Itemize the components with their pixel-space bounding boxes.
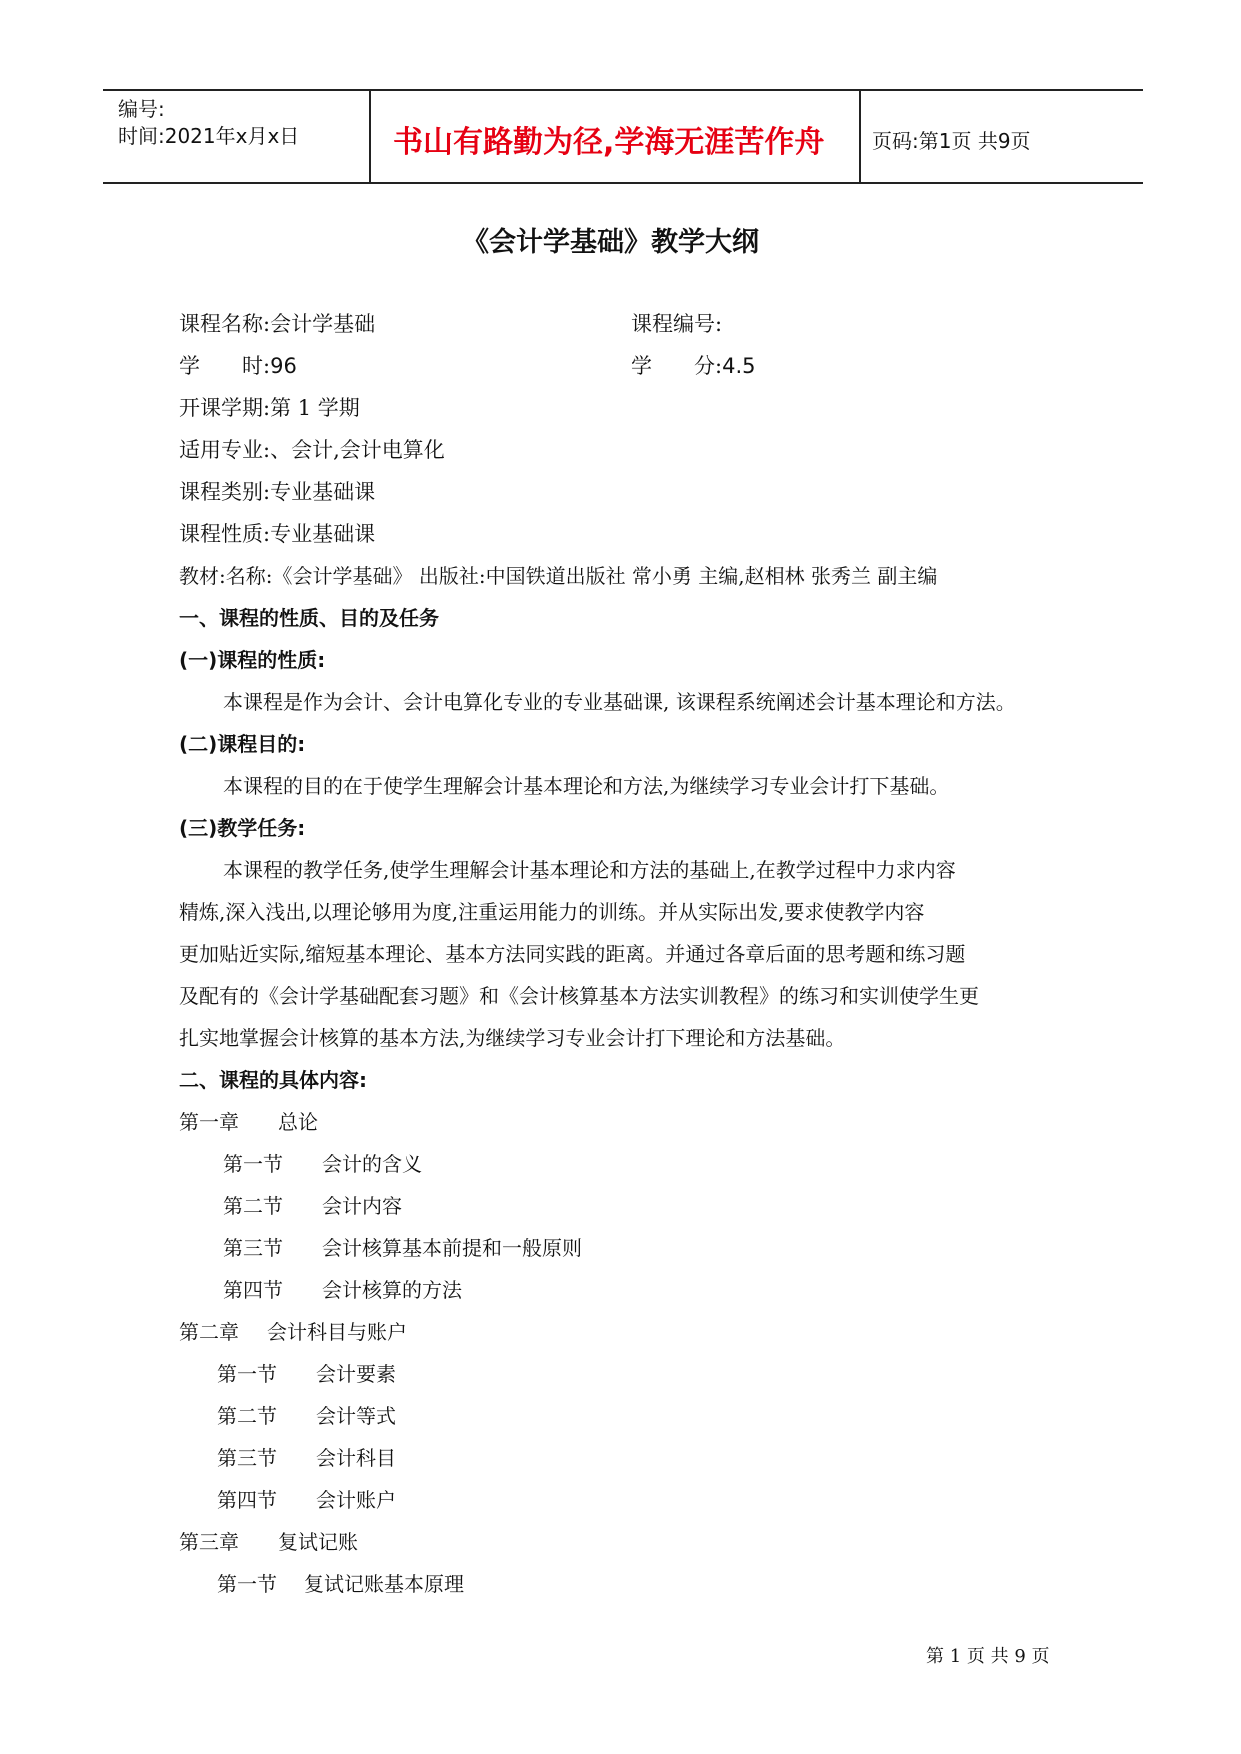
section-title: 会计要素 [316, 1362, 396, 1386]
serial-label: 编号: [118, 97, 165, 121]
sub2-heading: (二)课程目的: [179, 732, 306, 756]
sub3-line: 更加贴近实际,缩短基本理论、基本方法同实践的距离。并通过各章后面的思考题和练习题 [179, 942, 966, 966]
chapter-title: 复试记账 [278, 1530, 358, 1554]
section-number: 第四节 [217, 1488, 277, 1512]
credits-value: 4.5 [722, 354, 756, 378]
section-title: 会计核算的方法 [322, 1278, 462, 1302]
section-number: 第一节 [217, 1572, 277, 1596]
sub3-line: 本课程的教学任务,使学生理解会计基本理论和方法的基础上,在教学过程中力求内容 [223, 858, 956, 882]
category: 课程类别:专业基础课 [179, 480, 376, 504]
hours-value: 96 [270, 354, 297, 378]
chapter-number: 第二章 [179, 1320, 239, 1344]
chapter-title: 总论 [278, 1110, 318, 1134]
header-divider-right [859, 89, 861, 184]
sub1-text: 本课程是作为会计、会计电算化专业的专业基础课, 该课程系统阐述会计基本理论和方法。 [223, 690, 1016, 714]
section-number: 第一节 [223, 1152, 283, 1176]
time-label: 时间:2021年x月x日 [118, 124, 300, 148]
section-number: 第三节 [217, 1446, 277, 1470]
sub3-line: 扎实地掌握会计核算的基本方法,为继续学习专业会计打下理论和方法基础。 [179, 1026, 846, 1050]
hours [179, 350, 297, 380]
sub3-line: 及配有的《会计学基础配套习题》和《会计核算基本方法实训教程》的练习和实训使学生更 [179, 984, 979, 1008]
chapter-number: 第三章 [179, 1530, 239, 1554]
section2-heading: 二、课程的具体内容: [179, 1068, 367, 1092]
textbook: 教材:名称:《会计学基础》 出版社:中国铁道出版社 常小勇 主编,赵相林 张秀兰 副主编 [179, 564, 938, 588]
section-number: 第四节 [223, 1278, 283, 1302]
course-name: 课程名称:会计学基础 [179, 312, 376, 336]
header-divider-left [369, 89, 371, 184]
credits [631, 350, 755, 380]
section-title: 复试记账基本原理 [304, 1572, 464, 1596]
chapter-number: 第一章 [179, 1110, 239, 1134]
header-top-rule [103, 89, 1143, 91]
footer-page-number: 第 1 页 共 9 页 [926, 1646, 1050, 1667]
sub3-heading: (三)教学任务: [179, 816, 306, 840]
sub1-heading: (一)课程的性质: [179, 648, 326, 672]
section-number: 第一节 [217, 1362, 277, 1386]
section-title: 会计的含义 [322, 1152, 422, 1176]
header-bottom-rule [103, 182, 1143, 184]
doc-title: 《会计学基础》教学大纲 [462, 227, 759, 258]
motto: 书山有路勤为径,学海无涯苦作舟 [393, 125, 825, 160]
page-code: 页码:第1页 共9页 [872, 129, 1031, 153]
section-title: 会计内容 [322, 1194, 402, 1218]
hours-label: 学 时: [179, 354, 271, 378]
nature: 课程性质:专业基础课 [179, 522, 376, 546]
section-title: 会计等式 [316, 1404, 396, 1428]
section-title: 会计账户 [316, 1488, 396, 1512]
section-number: 第三节 [223, 1236, 283, 1260]
section-title: 会计核算基本前提和一般原则 [322, 1236, 582, 1260]
section-title: 会计科目 [316, 1446, 396, 1470]
sub2-text: 本课程的目的在于使学生理解会计基本理论和方法,为继续学习专业会计打下基础。 [223, 774, 950, 798]
majors: 适用专业:、会计,会计电算化 [179, 438, 445, 462]
sub3-line: 精炼,深入浅出,以理论够用为度,注重运用能力的训练。并从实际出发,要求使教学内容 [179, 900, 925, 924]
section-number: 第二节 [223, 1194, 283, 1218]
course-code: 课程编号: [631, 312, 723, 336]
credits-label: 学 分: [631, 354, 723, 378]
semester: 开课学期:第 1 学期 [179, 396, 360, 420]
section1-heading: 一、课程的性质、目的及任务 [179, 606, 439, 630]
section-number: 第二节 [217, 1404, 277, 1428]
chapter-title: 会计科目与账户 [267, 1320, 407, 1344]
